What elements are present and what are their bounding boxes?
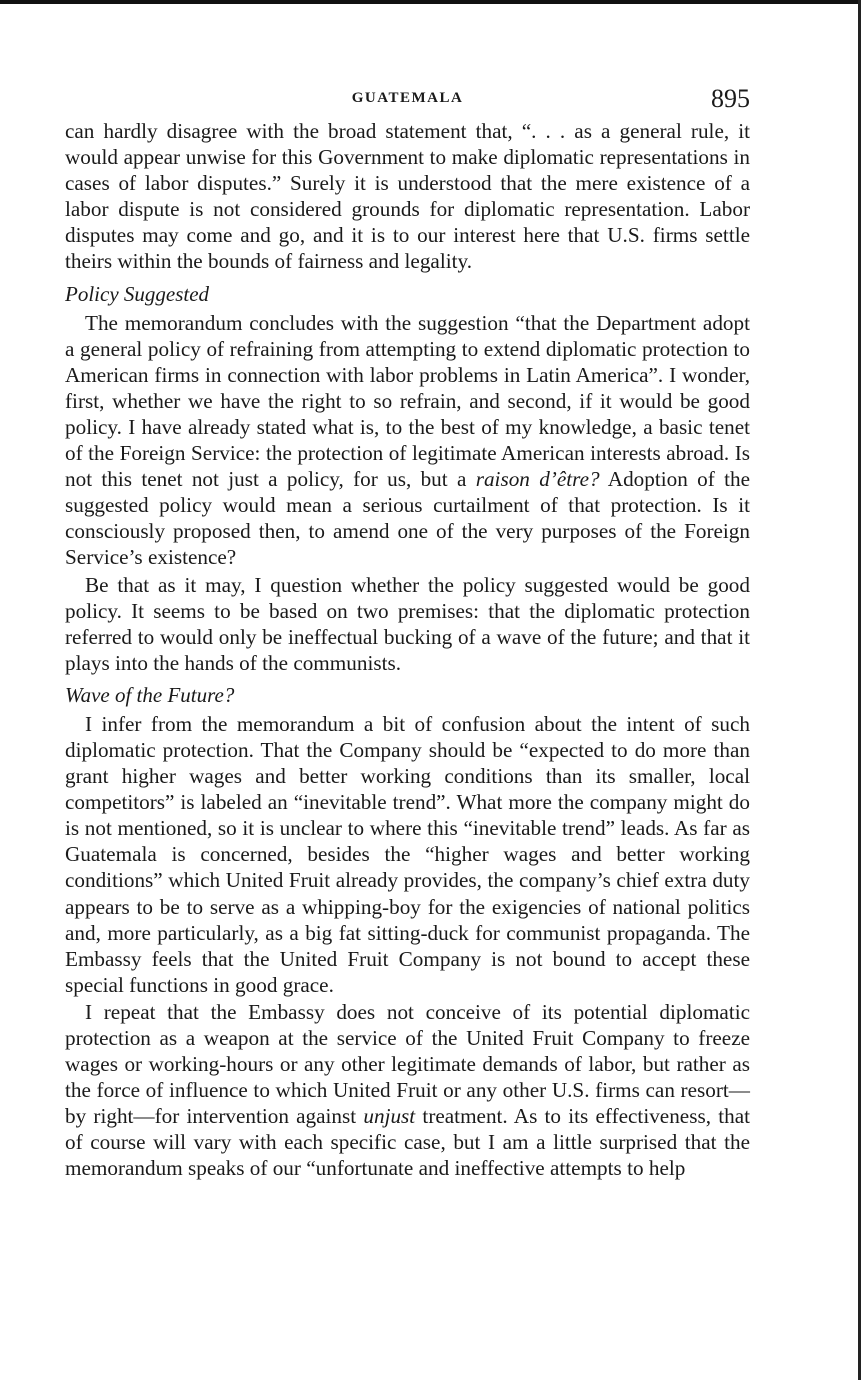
heading-policy-suggested: Policy Suggested xyxy=(65,281,210,306)
paragraph-text: Be that as it may, I question whether the policy suggested would be good policy. It seems to be based on two premises: that the diplomatic protection referred to would only be ineffectual bucking of a wave of the future; and that it plays into the hands of the communists. xyxy=(65,572,750,675)
paragraph-text: can hardly disagree with the broad statement that, “. . . as a general rule, it would appear unwise for this Government to make diplomatic representations in cases of labor disputes.” Surely it is understood that the mere existence of a labor dispute is not considered grounds for diplomatic representation. Labor disputes may come and go, and it is to our interest here that U.S. firms settle theirs within the bounds of fairness and legality. xyxy=(65,119,750,274)
paragraph-text: Adoption of the suggested policy would mean a serious curtailment of that protection. Is it consciously proposed then, to amend one of the very purposes of the Foreign Service’s existence? xyxy=(65,467,750,570)
italic-phrase: raison d’être? xyxy=(475,467,600,492)
running-title: GUATEMALA xyxy=(351,90,464,106)
body-text xyxy=(65,118,750,1182)
paragraph-text: treatment. As to its effectiveness, that of course will vary with each specific case, but I am a little surprised that the memorandum speaks of our “unfortunate and ineffective attempts to help xyxy=(65,1104,750,1181)
paragraph-memorandum-conclusion xyxy=(65,310,750,571)
paragraph-text: I infer from the memorandum a bit of confusion about the intent of such diplomatic protection. That the Company should be “expected to do more than grant higher wages and better working conditions than its smaller, local competitors” is labeled an “inevitable trend”. What more the company might do is not mentioned, so it is unclear to where this “inevitable trend” leads. As far as Guatemala is concerned, besides the “higher wages and better working conditions” which United Fruit already provides, the company’s chief extra duty appears to be to serve as a whipping-boy for the exigencies of national politics and, more particularly, as a big fat sitting-duck for communist propaganda. The Embassy feels that the United Fruit Company is not bound to accept these special functions in good grace. xyxy=(65,711,750,997)
paragraph-text: The memorandum concludes with the suggestion “that the Department adopt a general policy of refraining from attempting to extend diplomatic protection to American firms in connection with labor problems in Latin America”. I wonder, first, whether we have the right to so refrain, and second, if it would be good policy. I have already stated what is, to the best of my knowledge, a basic tenet of the Foreign Service: the protection of legitimate American interests abroad. Is not this tenet not just a policy, for us, but a xyxy=(65,310,750,492)
document-page xyxy=(65,84,750,1182)
paragraph-embassy-repeat xyxy=(65,999,750,1182)
heading-wave-of-future: Wave of the Future? xyxy=(65,682,235,707)
page-number: 895 xyxy=(711,84,750,113)
top-border-rule xyxy=(0,0,861,4)
running-head xyxy=(65,84,750,118)
paragraph-inevitable-trend xyxy=(65,711,750,998)
paragraph-two-premises xyxy=(65,572,750,676)
italic-word: unjust xyxy=(363,1104,416,1129)
paragraph-continued xyxy=(65,118,750,275)
paragraph-text: I repeat that the Embassy does not conceive of its potential diplomatic protection as a weapon at the service of the United Fruit Company to freeze wages or working-hours or any other legitimate demands of labor, but rather as the force of influence to which United Fruit or any other U.S. firms can resort—by right—for intervention against xyxy=(65,999,750,1129)
